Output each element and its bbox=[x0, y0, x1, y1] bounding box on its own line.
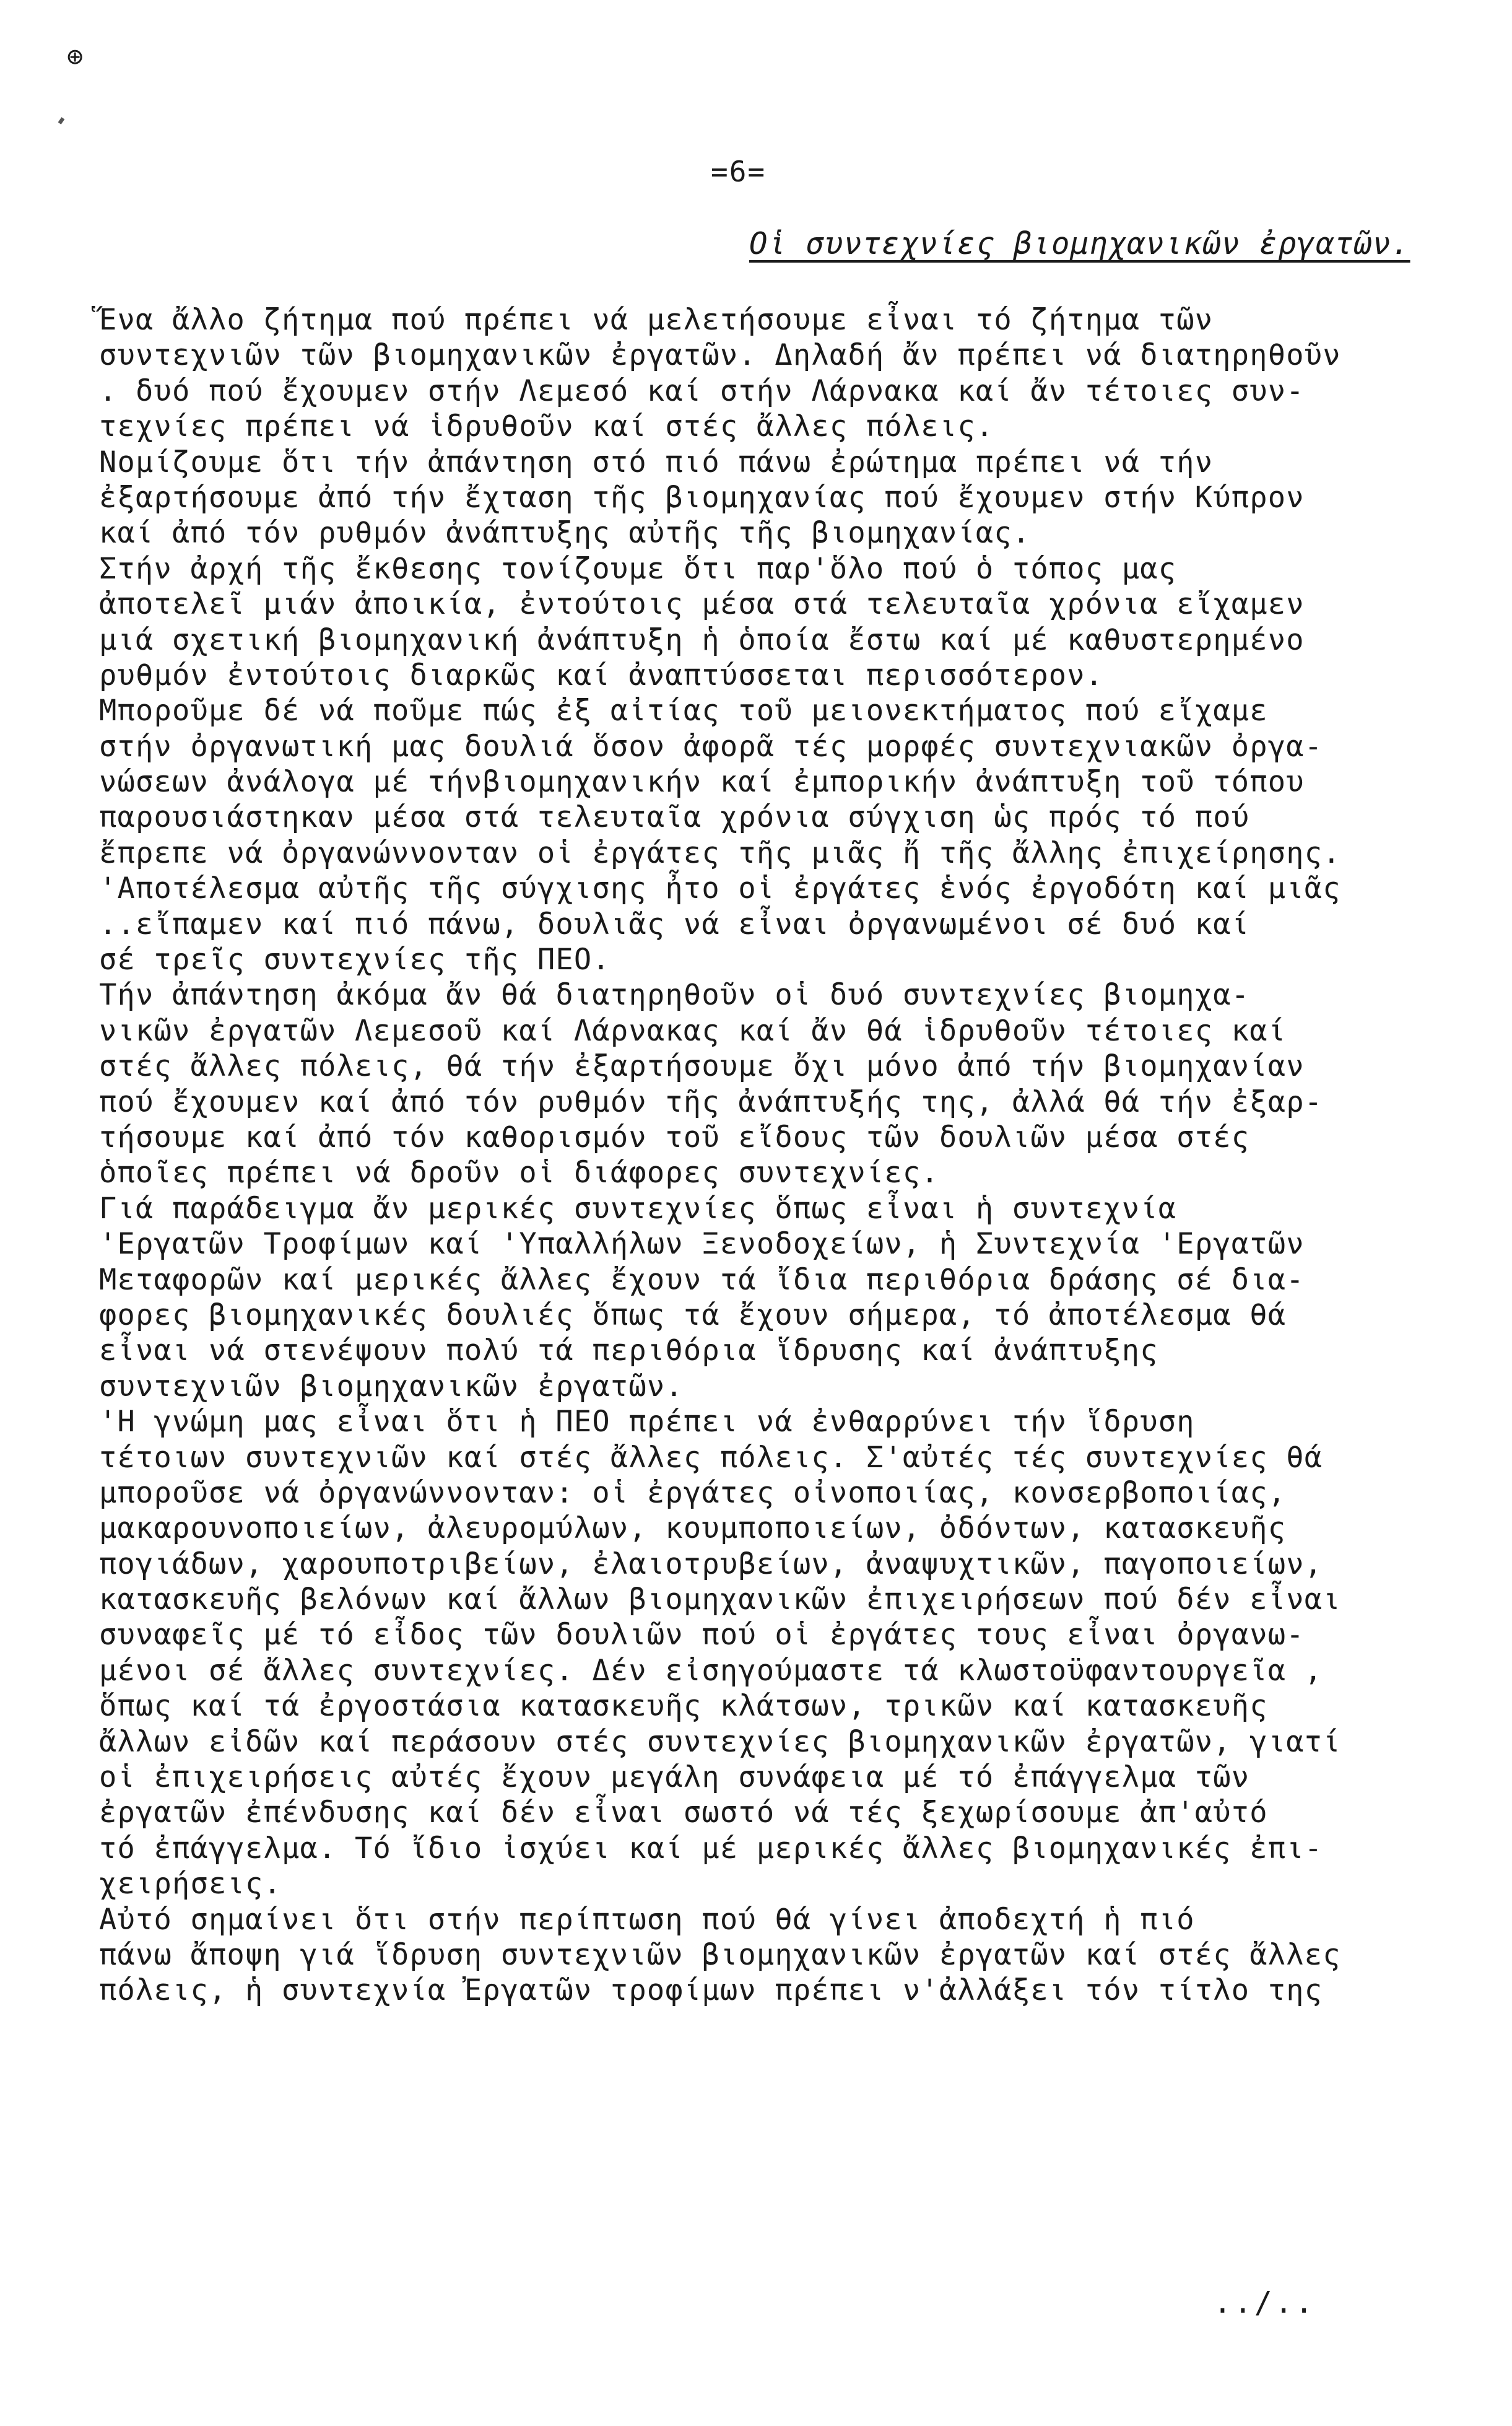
text-line: τό ἐπάγγελμα. Τό ἴδιο ἰσχύει καί μέ μερικές ἄλλες βιομηχανικές ἐπι- bbox=[99, 1831, 1323, 1865]
page-number: =6= bbox=[711, 155, 767, 188]
text-line: νώσεων ἀνάλογα μέ τήνβιομηχανικήν καί ἐμπορικήν ἀνάπτυξη τοῦ τόπου bbox=[99, 765, 1305, 800]
continuation-mark: ../.. bbox=[1214, 2285, 1316, 2320]
text-line: 'Αποτέλεσμα αὐτῆς τῆς σύγχισης ἦτο οἱ ἐργάτες ἑνός ἐργοδότη καί μιᾶς bbox=[99, 871, 1341, 906]
text-line: . δυό πού ἔχουμεν στήν Λεμεσό καί στήν Λάρνακα καί ἄν τέτοιες συν- bbox=[99, 373, 1305, 408]
text-line: νικῶν ἐργατῶν Λεμεσοῦ καί Λάρνακας καί ἄν θά ἱδρυθοῦν τέτοιες καί bbox=[99, 1013, 1287, 1048]
text-line: καί ἀπό τόν ρυθμόν ἀνάπτυξης αὐτῆς τῆς βιομηχανίας. bbox=[99, 516, 1031, 551]
corner-mark: ⊕ bbox=[67, 41, 84, 72]
text-line: ἄλλων εἰδῶν καί περάσουν στές συντεχνίες βιομηχανικῶν ἐργατῶν, γιατί bbox=[99, 1724, 1341, 1759]
text-line: πού ἔχουμεν καί ἀπό τόν ρυθμόν τῆς ἀνάπτυξής της, ἀλλά θά τήν ἐξαρ- bbox=[99, 1084, 1323, 1119]
text-line: μποροῦσε νά ὀργανώννονταν: οἱ ἐργάτες οἰνοποιίας, κονσερβοποιίας, bbox=[99, 1475, 1287, 1510]
text-line: τήσουμε καί ἀπό τόν καθορισμόν τοῦ εἴδους τῶν δουλιῶν μέσα στές bbox=[99, 1120, 1250, 1154]
text-line: Αὐτό σημαίνει ὅτι στήν περίπτωση πού θά γίνει ἀποδεχτή ἡ πιό bbox=[99, 1902, 1195, 1937]
text-line: ρυθμόν ἐντούτοις διαρκῶς καί ἀναπτύσσεται περισσότερον. bbox=[99, 658, 1104, 692]
section-heading: Οἱ συντεχνίες βιομηχανικῶν ἐργατῶν. bbox=[749, 226, 1410, 261]
text-line: σέ τρεῖς συντεχνίες τῆς ΠΕΟ. bbox=[99, 943, 610, 977]
text-line: τέτοιων συντεχνιῶν καί στές ἄλλες πόλεις. Σ'αὐτές τές συντεχνίες θά bbox=[99, 1440, 1323, 1475]
text-line: Μποροῦμε δέ νά ποῦμε πώς ἐξ αἰτίας τοῦ μειονεκτήματος πού εἴχαμε bbox=[99, 694, 1268, 728]
text-line: ἀποτελεῖ μιάν ἀποικία, ἐντούτοις μέσα στά τελευταῖα χρόνια εἴχαμεν bbox=[99, 587, 1305, 622]
text-line: κατασκευῆς βελόνων καί ἄλλων βιομηχανικῶν ἐπιχειρήσεων πού δέν εἶναι bbox=[99, 1582, 1341, 1617]
text-line: οἱ ἐπιχειρήσεις αὐτές ἔχουν μεγάλη συνάφεια μέ τό ἐπάγγελμα τῶν bbox=[99, 1760, 1250, 1795]
text-line: συναφεῖς μέ τό εἶδος τῶν δουλιῶν πού οἱ ἐργάτες τους εἶναι ὀργανω- bbox=[99, 1618, 1305, 1652]
text-line: ἐργατῶν ἐπένδυσης καί δέν εἶναι σωστό νά τές ξεχωρίσουμε ἀπ'αὐτό bbox=[99, 1796, 1268, 1830]
text-line: πόλεις, ἡ συντεχνία Ἐργατῶν τροφίμων πρέπει ν'ἀλλάξει τόν τίτλο της bbox=[99, 1973, 1323, 2008]
text-line: πάνω ἄποψη γιά ἵδρυση συντεχνιῶν βιομηχανικῶν ἐργατῶν καί στές ἄλλες bbox=[99, 1937, 1341, 1972]
text-line: 'Εργατῶν Τροφίμων καί 'Υπαλλήλων Ξενοδοχείων, ἡ Συντεχνία 'Εργατῶν bbox=[99, 1227, 1305, 1262]
text-line: συντεχνιῶν τῶν βιομηχανικῶν ἐργατῶν. Δηλαδή ἄν πρέπει νά διατηρηθοῦν bbox=[99, 338, 1341, 373]
text-line: 'Η γνώμη μας εἶναι ὅτι ἡ ΠΕΟ πρέπει νά ἐνθαρρύνει τήν ἵδρυση bbox=[99, 1405, 1195, 1439]
text-line: Στήν ἀρχή τῆς ἔκθεσης τονίζουμε ὅτι παρ'ὅλο πού ὁ τόπος μας bbox=[99, 551, 1177, 586]
text-line: ..εἴπαμεν καί πιό πάνω, δουλιᾶς νά εἶναι ὀργανωμένοι σέ δυό καί bbox=[99, 907, 1250, 941]
text-line: τεχνίες πρέπει νά ἱδρυθοῦν καί στές ἄλλες πόλεις. bbox=[99, 409, 994, 444]
text-line: Μεταφορῶν καί μερικές ἄλλες ἔχουν τά ἴδια περιθόρια δράσης σέ δια- bbox=[99, 1262, 1305, 1297]
text-line: ὅπως καί τά ἐργοστάσια κατασκευῆς κλάτσων, τρικῶν καί κατασκευῆς bbox=[99, 1689, 1268, 1724]
text-line: συντεχνιῶν βιομηχανικῶν ἐργατῶν. bbox=[99, 1369, 684, 1403]
text-line: παρουσιάστηκαν μέσα στά τελευταῖα χρόνια σύγχιση ὡς πρός τό πού bbox=[99, 800, 1250, 835]
text-line: στήν ὀργανωτική μας δουλιά ὅσον ἀφορᾶ τές μορφές συντεχνιακῶν ὀργα- bbox=[99, 729, 1323, 764]
scan-speck bbox=[58, 117, 65, 124]
text-line: Τήν ἀπάντηση ἀκόμα ἄν θά διατηρηθοῦν οἱ δυό συντεχνίες βιομηχα- bbox=[99, 978, 1250, 1013]
text-line: μακαρουνοποιείων, ἀλευρομύλων, κουμποποιείων, ὀδόντων, κατασκευῆς bbox=[99, 1511, 1287, 1546]
text-line: ὁποῖες πρέπει νά δροῦν οἱ διάφορες συντεχνίες. bbox=[99, 1156, 939, 1190]
text-line: Νομίζουμε ὅτι τήν ἀπάντηση στό πιό πάνω ἐρώτημα πρέπει νά τήν bbox=[99, 445, 1214, 479]
text-line: φορες βιομηχανικές δουλιές ὅπως τά ἔχουν σήμερα, τό ἀποτέλεσμα θά bbox=[99, 1298, 1287, 1332]
text-line: στές ἄλλες πόλεις, θά τήν ἐξαρτήσουμε ὄχι μόνο ἀπό τήν βιομηχανίαν bbox=[99, 1049, 1305, 1084]
text-line: χειρήσεις. bbox=[99, 1867, 282, 1901]
text-line: μιά σχετική βιομηχανική ἀνάπτυξη ἡ ὁποία ἔστω καί μέ καθυστερημένο bbox=[99, 622, 1305, 657]
text-line: ἔπρεπε νά ὀργανώννονταν οἱ ἐργάτες τῆς μιᾶς ἤ τῆς ἄλλης ἐπιχείρησης. bbox=[99, 836, 1341, 870]
text-line: πογιάδων, χαρουποτριβείων, ἐλαιοτρυβείων, ἀναψυχτικῶν, παγοποιείων, bbox=[99, 1547, 1323, 1581]
text-line: μένοι σέ ἄλλες συντεχνίες. Δέν εἰσηγούμαστε τά κλωστοϋφαντουργεῖα , bbox=[99, 1653, 1323, 1688]
text-line: εἶναι νά στενέψουν πολύ τά περιθόρια ἵδρυσης καί ἀνάπτυξης bbox=[99, 1333, 1158, 1368]
text-line: Γιά παράδειγμα ἄν μερικές συντεχνίες ὅπως εἶναι ἡ συντεχνία bbox=[99, 1191, 1177, 1226]
text-line: Ἕνα ἄλλο ζήτημα πού πρέπει νά μελετήσουμε εἶναι τό ζήτημα τῶν bbox=[99, 303, 1214, 337]
body-text bbox=[99, 302, 1449, 2009]
text-line: ἐξαρτήσουμε ἀπό τήν ἔχταση τῆς βιομηχανίας πού ἔχουμεν στήν Κύπρον bbox=[99, 480, 1305, 515]
